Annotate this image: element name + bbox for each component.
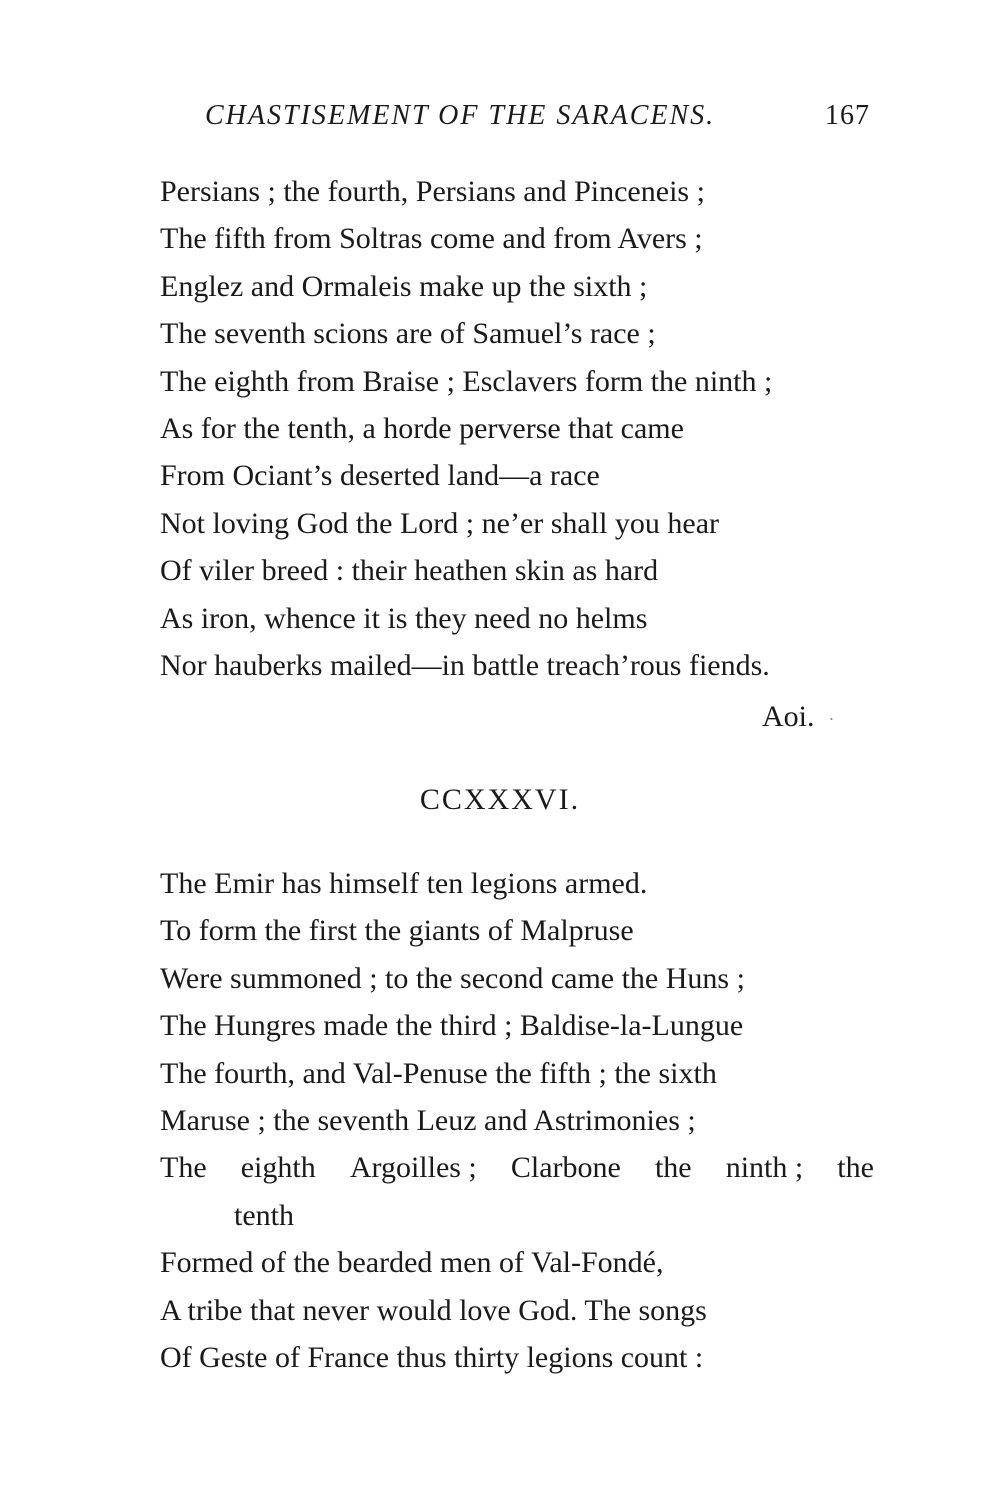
verse-line: To form the first the giants of Malpruse xyxy=(160,914,634,948)
verse-line: Nor hauberks mailed—in battle treach’rous fiends. xyxy=(160,648,770,682)
verse-line: As for the tenth, a horde perverse that came xyxy=(160,411,684,445)
verse-line: As iron, whence it is they need no helms xyxy=(160,601,648,635)
verse-word: The xyxy=(160,1151,207,1185)
running-title: CHASTISEMENT OF THE SARACENS. xyxy=(205,100,716,131)
section-heading: CCXXXVI. xyxy=(419,783,581,816)
verse-line: The fourth, and Val-Penuse the fifth ; the sixth xyxy=(160,1056,717,1090)
refrain-aoi xyxy=(762,700,835,734)
stanza-1 xyxy=(160,168,880,689)
refrain-text: Aoi. xyxy=(762,700,815,733)
verse-word: the xyxy=(837,1151,874,1185)
verse-line: Of Geste of France thus thirty legions count : xyxy=(160,1340,704,1374)
verse-line: Not loving God the Lord ; ne’er shall you hear xyxy=(160,506,720,540)
verse-runover: tenth xyxy=(234,1198,294,1232)
running-head xyxy=(205,100,870,140)
ink-speck: · xyxy=(828,708,835,729)
verse-word: Argoilles ; xyxy=(349,1151,477,1185)
verse-line: Were summoned ; to the second came the Huns ; xyxy=(160,961,745,995)
verse-line: The Hungres made the third ; Baldise-la-Lungue xyxy=(160,1009,744,1043)
verse-line: The Emir has himself ten legions armed. xyxy=(160,867,648,900)
page-number: 167 xyxy=(825,100,870,131)
verse-line: Of viler breed : their heathen skin as hard xyxy=(160,554,659,588)
verse-line: Englez and Ormaleis make up the sixth ; xyxy=(160,269,648,303)
verse-word: eighth xyxy=(240,1151,316,1185)
verse-line: A tribe that never would love God. The songs xyxy=(160,1293,707,1327)
verse-line: Persians ; the fourth, Persians and Pinceneis ; xyxy=(160,175,705,208)
verse-word: ninth ; xyxy=(725,1151,804,1185)
verse-word: Clarbone xyxy=(510,1151,621,1185)
verse-line: Maruse ; the seventh Leuz and Astrimonies ; xyxy=(160,1103,696,1137)
verse-line: The fifth from Soltras come and from Avers ; xyxy=(160,222,703,256)
verse-line: The eighth from Braise ; Esclavers form the ninth ; xyxy=(160,364,773,398)
verse-line: Formed of the bearded men of Val-Fondé, xyxy=(160,1246,664,1280)
verse-word: the xyxy=(654,1151,692,1185)
verse-line: From Ociant’s deserted land—a race xyxy=(160,459,600,493)
stanza-2 xyxy=(160,860,880,1381)
verse-line-justified xyxy=(160,1144,874,1191)
verse-line: The seventh scions are of Samuel’s race ; xyxy=(160,317,656,351)
